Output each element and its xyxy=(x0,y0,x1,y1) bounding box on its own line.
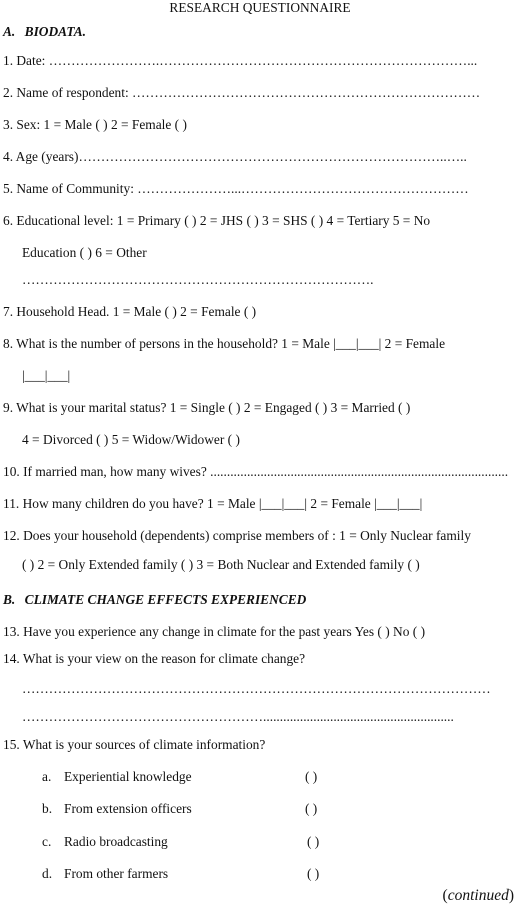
option-c-checkbox: ( ) xyxy=(307,834,320,849)
option-text: From extension officers xyxy=(64,801,192,816)
continued-open: ( xyxy=(442,887,448,904)
question-13: 13. Have you experience any change in climate for the past years Yes ( ) No ( ) xyxy=(3,624,426,639)
question-14-answer-line-2: ………………………………………………......................................................... xyxy=(22,709,454,724)
question-8-line-1: 8. What is the number of persons in the household? 1 = Male |___|___| 2 = Female xyxy=(3,336,446,351)
option-text: Radio broadcasting xyxy=(64,834,168,849)
continued-note xyxy=(443,888,514,904)
question-12-line-1: 12. Does your household (dependents) comprise members of : 1 = Only Nuclear family xyxy=(3,528,471,543)
option-b xyxy=(42,801,192,817)
question-1: 1. Date: …………………….……………………………………………………………... xyxy=(3,53,478,68)
question-11: 11. How many children do you have? 1 = Male |___|___| 2 = Female |___|___| xyxy=(3,496,423,511)
question-8-line-2: |___|___| xyxy=(22,368,71,383)
option-letter: a. xyxy=(42,769,52,784)
question-3: 3. Sex: 1 = Male ( ) 2 = Female ( ) xyxy=(3,117,187,132)
section-b-label: CLIMATE CHANGE EFFECTS EXPERIENCED xyxy=(24,592,307,607)
option-letter: b. xyxy=(42,801,53,816)
question-4: 4. Age (years)………………………………………………………………………..….. xyxy=(3,149,467,164)
question-7: 7. Household Head. 1 = Male ( ) 2 = Female ( ) xyxy=(3,304,257,319)
question-14-answer-line-1: …………………………………………………………………………………………… xyxy=(22,681,491,696)
option-d xyxy=(42,866,168,882)
option-text: From other farmers xyxy=(64,866,169,881)
question-14: 14. What is your view on the reason for climate change? xyxy=(3,651,306,666)
section-b-letter: B. xyxy=(3,592,16,607)
question-15: 15. What is your sources of climate information? xyxy=(3,737,266,752)
question-10: 10. If married man, how many wives? ......................................................................................... xyxy=(3,464,509,479)
question-6-line-3: ……………………………………………………………………. xyxy=(22,272,374,287)
section-a-heading xyxy=(3,24,86,40)
question-9-line-1: 9. What is your marital status? 1 = Single ( ) 2 = Engaged ( ) 3 = Married ( ) xyxy=(3,400,411,415)
option-c xyxy=(42,834,168,850)
continued-word: continued xyxy=(447,887,509,904)
option-text: Experiential knowledge xyxy=(64,769,192,784)
option-a xyxy=(42,769,192,785)
section-a-label: BIODATA. xyxy=(24,24,87,39)
option-a-checkbox: ( ) xyxy=(305,769,318,784)
question-5: 5. Name of Community: …………………...…………………………………………… xyxy=(3,181,469,196)
section-b-heading xyxy=(3,592,306,608)
question-6-line-2: Education ( ) 6 = Other xyxy=(22,245,147,260)
question-6-line-1: 6. Educational level: 1 = Primary ( ) 2 = JHS ( ) 3 = SHS ( ) 4 = Tertiary 5 = No xyxy=(3,213,431,228)
page-title: RESEARCH QUESTIONNAIRE xyxy=(169,0,351,15)
option-d-checkbox: ( ) xyxy=(307,866,320,881)
option-b-checkbox: ( ) xyxy=(305,801,318,816)
option-letter: d. xyxy=(42,866,53,881)
option-letter: c. xyxy=(42,834,52,849)
question-12-line-2: ( ) 2 = Only Extended family ( ) 3 = Both Nuclear and Extended family ( ) xyxy=(22,557,420,572)
section-a-letter: A. xyxy=(3,24,16,39)
question-9-line-2: 4 = Divorced ( ) 5 = Widow/Widower ( ) xyxy=(22,432,240,447)
question-2: 2. Name of respondent: …………………………………………………………………… xyxy=(3,85,481,100)
continued-close: ) xyxy=(508,887,514,904)
